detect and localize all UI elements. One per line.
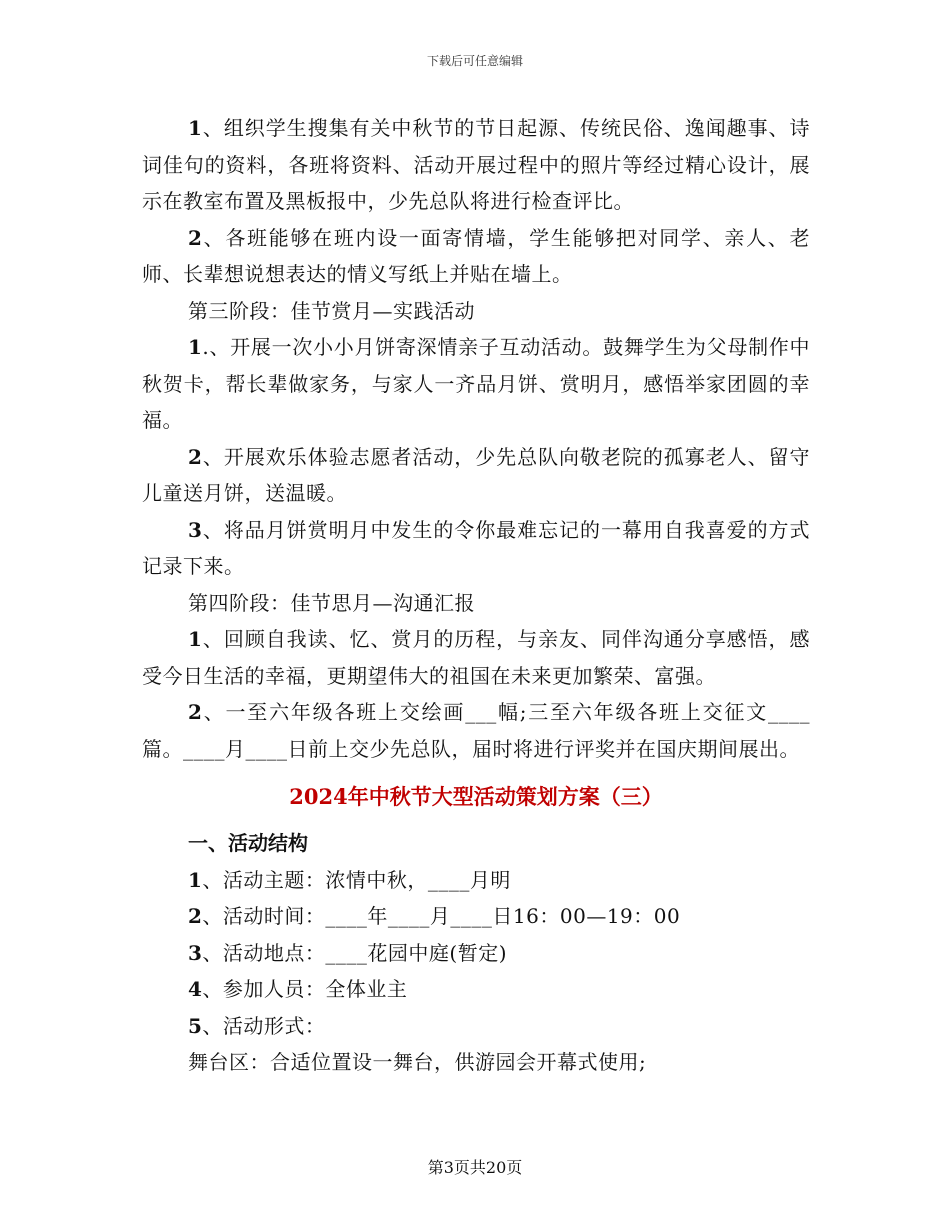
paragraph: 1.、开展一次小小月饼寄深情亲子互动活动。鼓舞学生为父母制作中秋贺卡，帮长辈做家务，与家人一齐品月饼、赏明月，感悟举家团圆的幸福。 — [142, 335, 810, 432]
section-heading: 一、活动结构 — [188, 831, 308, 855]
paragraph: 1、组织学生搜集有关中秋节的节日起源、传统民俗、逸闻趣事、诗词佳句的资料，各班将资料、活动开展过程中的照片等经过精心设计，展示在教室布置及黑板报中，少先总队将进行检查评比。 — [142, 116, 810, 213]
paragraph: 3、将品月饼赏明月中发生的令你最难忘记的一幕用自我喜爱的方式记录下来。 — [142, 517, 810, 578]
paragraph: 2、开展欢乐体验志愿者活动，少先总队向敬老院的孤寡老人、留守儿童送月饼，送温暖。 — [142, 444, 810, 505]
paragraph: 2、一至六年级各班上交绘画___幅;三至六年级各班上交征文____篇。____月____日前上交少先总队，届时将进行评奖并在国庆期间展出。 — [142, 700, 810, 761]
stage-heading: 第四阶段：佳节思月—沟通汇报 — [188, 590, 475, 615]
list-item: 3、活动地点：____花园中庭(暂定) — [188, 940, 508, 965]
document-body — [142, 110, 810, 1081]
paragraph: 2、各班能够在班内设一面寄情墙，学生能够把对同学、亲人、老师、长辈想说想表达的情义写纸上并贴在墙上。 — [142, 225, 810, 286]
paragraph: 舞台区：合适位置设一舞台，供游园会开幕式使用; — [188, 1050, 647, 1074]
list-item: 5、活动形式： — [188, 1013, 326, 1038]
list-item: 4、参加人员：全体业主 — [188, 977, 408, 1001]
page-header: 下载后可任意编辑 — [426, 54, 523, 68]
page-footer: 第3页共20页 — [427, 1158, 523, 1177]
paragraph: 1、回顾自我读、忆、赏月的历程，与亲友、同伴沟通分享感悟，感受今日生活的幸福，更期望伟大的祖国在未来更加繁荣、富强。 — [142, 627, 810, 688]
section-title: 2024年中秋节大型活动策划方案（三） — [289, 784, 663, 809]
stage-heading: 第三阶段：佳节赏月—实践活动 — [188, 298, 475, 323]
list-item: 1、活动主题：浓情中秋，____月明 — [188, 867, 511, 892]
list-item: 2、活动时间：____年____月____日16：00—19：00 — [188, 904, 681, 928]
